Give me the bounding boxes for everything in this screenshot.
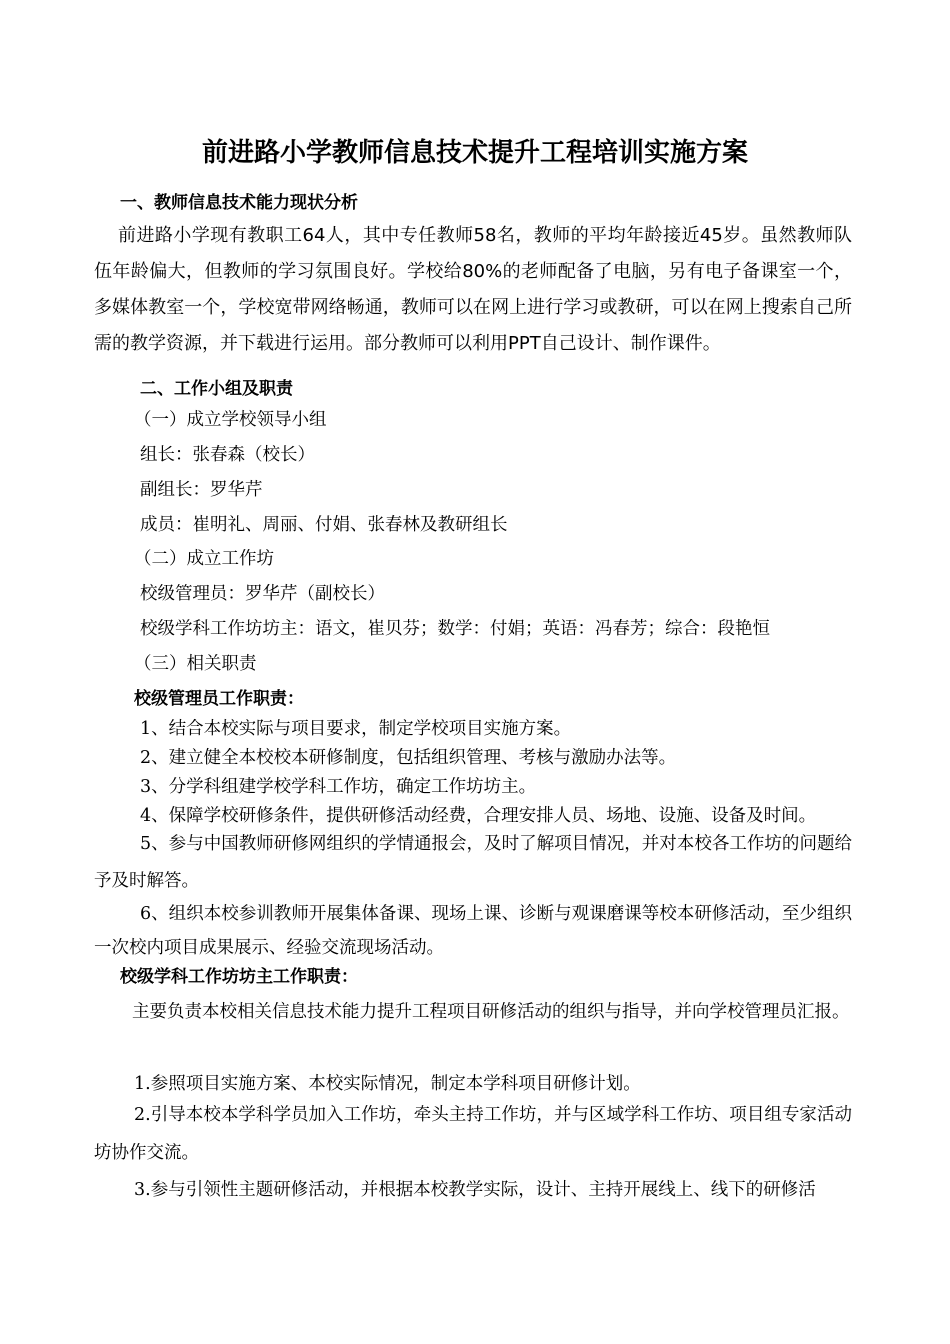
section1-body: 前进路小学现有教职工64人，其中专任教师58名，教师的平均年龄接近45岁。虽然教师队伍年龄偏大，但教师的学习氛围良好。学校给80%的老师配备了电脑，另有电子备课室一个，多媒体教室一个，学校宽带网络畅通，教师可以在网上进行学习或教研，可以在网上搜索自己所需的教学资源，并下载进行运用。部分教师可以利用PPT自己设计、制作课件。 bbox=[94, 225, 852, 354]
admin-duty-item: 4、保障学校研修条件，提供研修活动经费，合理安排人员、场地、设施、设备及时间。 bbox=[140, 806, 817, 826]
admin-duty-item: 2、建立健全本校校本研修制度，包括组织管理、考核与激励办法等。 bbox=[140, 748, 677, 768]
admin-duties-heading: 校级管理员工作职责： bbox=[134, 689, 304, 709]
owner-duty-item: 3.参与引领性主题研修活动，并根据本校教学实际，设计、主持开展线上、线下的研修活 bbox=[134, 1180, 816, 1200]
owner-duties-heading: 校级学科工作坊坊主工作职责： bbox=[120, 967, 358, 987]
admin-duty-item: 6、组织本校参训教师开展集体备课、现场上课、诊断与观课磨课等校本研修活动，至少组织一次校内项目成果展示、经验交流现场活动。 bbox=[94, 904, 852, 958]
subsection-workshop: （二）成立工作坊 bbox=[134, 549, 274, 569]
subsection-leadership-group: （一）成立学校领导小组 bbox=[134, 410, 327, 430]
document-title: 前进路小学教师信息技术提升工程培训实施方案 bbox=[201, 138, 748, 168]
section2-heading: 二、工作小组及职责 bbox=[140, 379, 293, 399]
school-admin-line: 校级管理员：罗华芹（副校长） bbox=[140, 584, 385, 604]
workshop-owners-line: 校级学科工作坊坊主：语文，崔贝芬；数学：付娟；英语：冯春芳；综合：段艳恒 bbox=[140, 619, 770, 639]
admin-duty-item: 3、分学科组建学校学科工作坊，确定工作坊坊主。 bbox=[140, 777, 537, 797]
owner-duties-intro: 主要负责本校相关信息技术能力提升工程项目研修活动的组织与指导，并向学校管理员汇报。 bbox=[132, 1002, 850, 1022]
admin-duty-item: 1、结合本校实际与项目要求，制定学校项目实施方案。 bbox=[140, 719, 572, 739]
section1-heading: 一、教师信息技术能力现状分析 bbox=[120, 193, 358, 213]
owner-duty-item: 1.参照项目实施方案、本校实际情况，制定本学科项目研修计划。 bbox=[134, 1074, 641, 1094]
admin-duty-item: 5、参与中国教师研修网组织的学情通报会，及时了解项目情况，并对本校各工作坊的问题给予及时解答。 bbox=[94, 834, 852, 891]
owner-duty-item: 2.引导本校本学科学员加入工作坊，牵头主持工作坊，并与区域学科工作坊、项目组专家活动坊协作交流。 bbox=[94, 1105, 852, 1163]
members-line: 成员：崔明礼、周丽、付娟、张春林及教研组长 bbox=[140, 515, 508, 535]
subsection-duties: （三）相关职责 bbox=[134, 654, 257, 674]
deputy-leader-line: 副组长：罗华芹 bbox=[140, 480, 263, 500]
group-leader-line: 组长：张春森（校长） bbox=[140, 445, 315, 465]
